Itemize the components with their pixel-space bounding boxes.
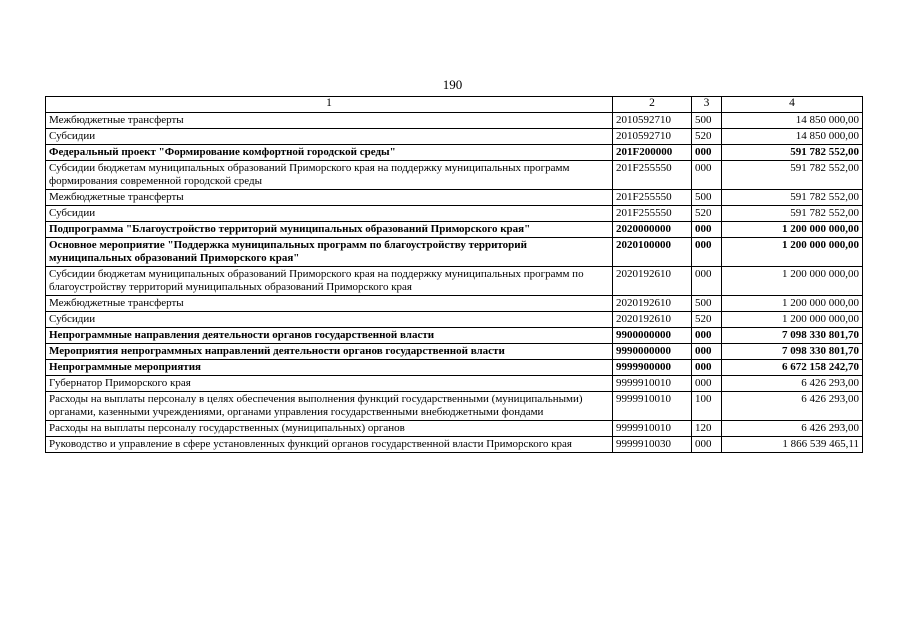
cell-code: 2010592710 — [613, 129, 692, 145]
cell-name: Межбюджетные трансферты — [46, 190, 613, 206]
cell-type: 500 — [692, 296, 722, 312]
cell-type: 000 — [692, 145, 722, 161]
cell-type: 000 — [692, 238, 722, 267]
cell-name: Субсидии — [46, 312, 613, 328]
table-row — [46, 267, 863, 296]
cell-sum: 14 850 000,00 — [722, 113, 863, 129]
cell-code: 9999910010 — [613, 421, 692, 437]
cell-code: 9900000000 — [613, 328, 692, 344]
column-header-type: 3 — [692, 97, 722, 113]
cell-type: 000 — [692, 437, 722, 453]
cell-sum: 7 098 330 801,70 — [722, 328, 863, 344]
cell-code: 2020192610 — [613, 296, 692, 312]
cell-type: 520 — [692, 129, 722, 145]
table-row — [46, 296, 863, 312]
column-header-name: 1 — [46, 97, 613, 113]
table-row — [46, 145, 863, 161]
cell-code: 201F255550 — [613, 190, 692, 206]
cell-name: Расходы на выплаты персоналу государственных (муниципальных) органов — [46, 421, 613, 437]
table-row — [46, 360, 863, 376]
cell-code: 2020100000 — [613, 238, 692, 267]
budget-table — [45, 96, 863, 453]
table-row — [46, 344, 863, 360]
cell-code: 9999910010 — [613, 376, 692, 392]
cell-sum: 1 866 539 465,11 — [722, 437, 863, 453]
cell-type: 000 — [692, 161, 722, 190]
cell-name: Основное мероприятие "Поддержка муниципальных программ по благоустройству территорий муниципальных образований Приморского края" — [46, 238, 613, 267]
cell-name: Субсидии бюджетам муниципальных образований Приморского края на поддержку муниципальных программ формирования современной городской среды — [46, 161, 613, 190]
cell-code: 201F255550 — [613, 161, 692, 190]
cell-type: 000 — [692, 328, 722, 344]
cell-sum: 591 782 552,00 — [722, 145, 863, 161]
column-header-sum: 4 — [722, 97, 863, 113]
cell-sum: 591 782 552,00 — [722, 206, 863, 222]
cell-name: Расходы на выплаты персоналу в целях обеспечения выполнения функций государственными (муниципальными) органами, казенными учреждениями, органами управления государственными внебюджетными фондами — [46, 392, 613, 421]
cell-name: Губернатор Приморского края — [46, 376, 613, 392]
cell-code: 2010592710 — [613, 113, 692, 129]
cell-name: Субсидии — [46, 129, 613, 145]
page-number: 190 — [442, 77, 463, 92]
cell-sum: 6 426 293,00 — [722, 421, 863, 437]
cell-sum: 591 782 552,00 — [722, 161, 863, 190]
cell-code: 2020192610 — [613, 312, 692, 328]
cell-type: 100 — [692, 392, 722, 421]
cell-code: 9999910010 — [613, 392, 692, 421]
table-row — [46, 328, 863, 344]
cell-name: Межбюджетные трансферты — [46, 113, 613, 129]
cell-code: 9999910030 — [613, 437, 692, 453]
column-header-code: 2 — [613, 97, 692, 113]
cell-type: 500 — [692, 190, 722, 206]
cell-type: 000 — [692, 344, 722, 360]
table-row — [46, 113, 863, 129]
table-row — [46, 238, 863, 267]
cell-name: Федеральный проект "Формирование комфортной городской среды" — [46, 145, 613, 161]
cell-sum: 7 098 330 801,70 — [722, 344, 863, 360]
cell-type: 000 — [692, 360, 722, 376]
cell-name: Субсидии бюджетам муниципальных образований Приморского края на поддержку муниципальных программ по благоустройству территорий муниципальных образований Приморского края — [46, 267, 613, 296]
cell-type: 000 — [692, 222, 722, 238]
table-row — [46, 392, 863, 421]
table-header-row — [46, 97, 863, 113]
cell-type: 520 — [692, 312, 722, 328]
cell-name: Подпрограмма "Благоустройство территорий муниципальных образований Приморского края" — [46, 222, 613, 238]
table-row — [46, 421, 863, 437]
table-row — [46, 376, 863, 392]
table-row — [46, 161, 863, 190]
cell-name: Межбюджетные трансферты — [46, 296, 613, 312]
cell-code: 201F255550 — [613, 206, 692, 222]
cell-sum: 1 200 000 000,00 — [722, 238, 863, 267]
cell-code: 9999900000 — [613, 360, 692, 376]
cell-sum: 591 782 552,00 — [722, 190, 863, 206]
table-row — [46, 129, 863, 145]
cell-code: 9990000000 — [613, 344, 692, 360]
cell-name: Руководство и управление в сфере установленных функций органов государственной власти Приморского края — [46, 437, 613, 453]
cell-sum: 14 850 000,00 — [722, 129, 863, 145]
cell-code: 2020192610 — [613, 267, 692, 296]
cell-sum: 6 426 293,00 — [722, 376, 863, 392]
cell-sum: 1 200 000 000,00 — [722, 267, 863, 296]
table-row — [46, 222, 863, 238]
cell-sum: 1 200 000 000,00 — [722, 296, 863, 312]
cell-type: 520 — [692, 206, 722, 222]
cell-type: 500 — [692, 113, 722, 129]
table-row — [46, 190, 863, 206]
table-row — [46, 437, 863, 453]
cell-code: 201F200000 — [613, 145, 692, 161]
cell-name: Непрограммные направления деятельности органов государственной власти — [46, 328, 613, 344]
cell-name: Мероприятия непрограммных направлений деятельности органов государственной власти — [46, 344, 613, 360]
cell-type: 120 — [692, 421, 722, 437]
cell-name: Субсидии — [46, 206, 613, 222]
cell-sum: 6 426 293,00 — [722, 392, 863, 421]
table-row — [46, 206, 863, 222]
cell-sum: 6 672 158 242,70 — [722, 360, 863, 376]
cell-code: 2020000000 — [613, 222, 692, 238]
cell-sum: 1 200 000 000,00 — [722, 312, 863, 328]
table-row — [46, 312, 863, 328]
cell-type: 000 — [692, 267, 722, 296]
cell-name: Непрограммные мероприятия — [46, 360, 613, 376]
table-body — [46, 113, 863, 453]
cell-sum: 1 200 000 000,00 — [722, 222, 863, 238]
cell-type: 000 — [692, 376, 722, 392]
